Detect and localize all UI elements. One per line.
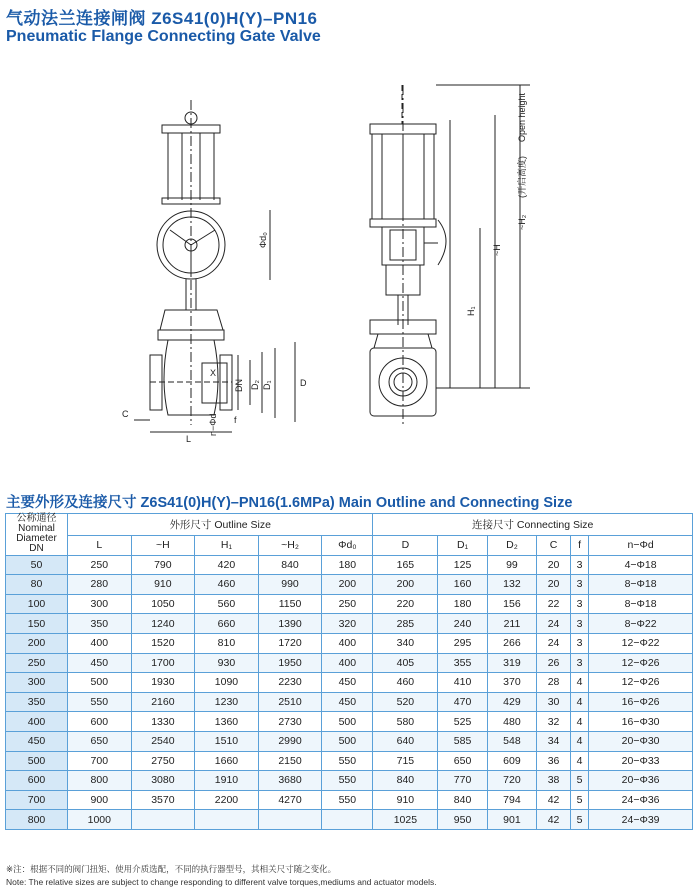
table-cell: 1720 (258, 633, 322, 653)
label-open-height-cn: (开启高度) (517, 156, 527, 198)
table-cell: 930 (195, 653, 259, 673)
table-row (6, 810, 693, 830)
table-row (6, 653, 693, 673)
table-cell: 1700 (131, 653, 195, 673)
column-header: D₂ (487, 536, 536, 556)
table-cell: 1360 (195, 712, 259, 732)
column-header: ~H₂ (258, 536, 322, 556)
table-cell: 800 (68, 771, 132, 791)
table-cell: 3 (570, 614, 588, 634)
table-cell: 24−Φ36 (589, 790, 693, 810)
table-cell: 2200 (195, 790, 259, 810)
table-cell: 220 (373, 594, 438, 614)
dn-header (6, 514, 68, 556)
table-cell: 410 (438, 673, 487, 693)
table-cell: 3 (570, 594, 588, 614)
table-cell: 30 (537, 692, 571, 712)
table-cell: 5 (570, 790, 588, 810)
table-cell: 280 (68, 575, 132, 595)
table-cell: 460 (195, 575, 259, 595)
table-cell: 609 (487, 751, 536, 771)
table-cell (322, 810, 373, 830)
table-cell: 20 (537, 575, 571, 595)
table-cell: 99 (487, 555, 536, 575)
column-header: n−Φd (589, 536, 693, 556)
table-cell: 5 (570, 810, 588, 830)
table-cell: 250 (322, 594, 373, 614)
table-cell: 520 (373, 692, 438, 712)
label-x: X (210, 368, 217, 378)
table-cell: 3080 (131, 771, 195, 791)
table-cell: 1240 (131, 614, 195, 634)
table-cell: 2160 (131, 692, 195, 712)
table-cell: 38 (537, 771, 571, 791)
table-cell: 450 (68, 653, 132, 673)
table-cell (258, 810, 322, 830)
table-cell: 20−Φ33 (589, 751, 693, 771)
note-cn: ※注：根据不同的阀门扭矩、使用介质选配，不同的执行器型号，其相关尺寸随之变化。 (6, 864, 337, 874)
label-d1: D₁ (262, 380, 272, 390)
table-cell: 420 (195, 555, 259, 575)
table-cell: 794 (487, 790, 536, 810)
table-cell: 250 (68, 555, 132, 575)
table-cell: 295 (438, 633, 487, 653)
table-cell: 4 (570, 692, 588, 712)
table-cell: 200 (373, 575, 438, 595)
table-row (6, 712, 693, 732)
label-l: L (186, 434, 192, 444)
table-cell: 1090 (195, 673, 259, 693)
table-cell: 36 (537, 751, 571, 771)
table-cell: 12−Φ26 (589, 653, 693, 673)
column-header: Φd₀ (322, 536, 373, 556)
table-cell: 585 (438, 731, 487, 751)
table-row (6, 555, 693, 575)
column-header: ~H (131, 536, 195, 556)
label-dn: DN (234, 379, 244, 392)
table-row (6, 575, 693, 595)
table-cell: 42 (537, 810, 571, 830)
table-cell: 1150 (258, 594, 322, 614)
dn-cell: 350 (6, 692, 68, 712)
table-title: 主要外形及连接尺寸 Z6S41(0)H(Y)–PN16(1.6MPa) Main Outline and Connecting Size (6, 495, 573, 511)
table-cell: 650 (438, 751, 487, 771)
table-cell: 1660 (195, 751, 259, 771)
label-c: C (122, 409, 129, 419)
dn-cell: 80 (6, 575, 68, 595)
table-cell: 4 (570, 673, 588, 693)
table-cell: 42 (537, 790, 571, 810)
table-cell: 910 (131, 575, 195, 595)
table-cell: 500 (68, 673, 132, 693)
table-cell: 790 (131, 555, 195, 575)
dn-cell: 450 (6, 731, 68, 751)
table-row (6, 614, 693, 634)
table-cell: 901 (487, 810, 536, 830)
dimension-table (5, 513, 693, 830)
table-cell: 720 (487, 771, 536, 791)
table-cell: 4270 (258, 790, 322, 810)
table-cell: 400 (68, 633, 132, 653)
table-cell: 320 (322, 614, 373, 634)
table-cell: 20 (537, 555, 571, 575)
page-title-en: Pneumatic Flange Connecting Gate Valve (6, 28, 321, 45)
table-row (6, 594, 693, 614)
table-cell (131, 810, 195, 830)
table-cell: 340 (373, 633, 438, 653)
table-cell: 24 (537, 614, 571, 634)
table-cell: 5 (570, 771, 588, 791)
table-cell: 240 (438, 614, 487, 634)
table-cell: 550 (68, 692, 132, 712)
table-cell: 500 (322, 712, 373, 732)
table-cell: 640 (373, 731, 438, 751)
table-cell: 2730 (258, 712, 322, 732)
table-cell: 560 (195, 594, 259, 614)
table-cell: 4−Φ18 (589, 555, 693, 575)
dn-cell: 300 (6, 673, 68, 693)
table-cell: 2510 (258, 692, 322, 712)
table-cell: 24−Φ39 (589, 810, 693, 830)
dn-header-line-1: 公称通径 (16, 513, 57, 525)
table-cell: 525 (438, 712, 487, 732)
table-cell: 165 (373, 555, 438, 575)
table-cell: 450 (322, 673, 373, 693)
table-cell: 2230 (258, 673, 322, 693)
label-f: f (234, 415, 237, 425)
column-header: C (537, 536, 571, 556)
table-cell: 450 (322, 692, 373, 712)
column-header: f (570, 536, 588, 556)
dn-header-line-2: Nominal (18, 523, 55, 535)
dn-cell: 500 (6, 751, 68, 771)
table-cell (195, 810, 259, 830)
table-cell: 1930 (131, 673, 195, 693)
table-cell: 600 (68, 712, 132, 732)
column-header: D₁ (438, 536, 487, 556)
table-cell: 2990 (258, 731, 322, 751)
table-cell: 16−Φ30 (589, 712, 693, 732)
label-h2: ~H₂ (517, 214, 527, 230)
table-cell: 2150 (258, 751, 322, 771)
table-cell: 12−Φ22 (589, 633, 693, 653)
table-cell: 770 (438, 771, 487, 791)
table-cell: 950 (438, 810, 487, 830)
table-cell: 1950 (258, 653, 322, 673)
table-cell: 125 (438, 555, 487, 575)
dn-cell: 50 (6, 555, 68, 575)
table-row (6, 692, 693, 712)
table-cell: 840 (258, 555, 322, 575)
table-row (6, 751, 693, 771)
table-cell: 1330 (131, 712, 195, 732)
table-cell: 3 (570, 633, 588, 653)
label-open-height-en: Open height (517, 92, 527, 142)
column-header: L (68, 536, 132, 556)
connecting-size-header: 连接尺寸 Connecting Size (373, 514, 693, 536)
table-cell: 3 (570, 653, 588, 673)
table-cell: 22 (537, 594, 571, 614)
valve-drawing-svg (120, 80, 680, 450)
table-cell: 700 (68, 751, 132, 771)
table-cell: 1390 (258, 614, 322, 634)
table-cell: 3570 (131, 790, 195, 810)
table-cell: 480 (487, 712, 536, 732)
table-cell: 12−Φ26 (589, 673, 693, 693)
page-title-cn: 气动法兰连接闸阀 Z6S41(0)H(Y)–PN16 (6, 9, 318, 28)
dn-cell: 600 (6, 771, 68, 791)
table-cell: 2750 (131, 751, 195, 771)
table-cell: 550 (322, 751, 373, 771)
table-cell: 429 (487, 692, 536, 712)
table-row (6, 731, 693, 751)
table-cell: 400 (322, 653, 373, 673)
column-header: H₁ (195, 536, 259, 556)
table-cell: 3 (570, 575, 588, 595)
table-cell: 1910 (195, 771, 259, 791)
table-cell: 200 (322, 575, 373, 595)
table-row (6, 673, 693, 693)
table-cell: 4 (570, 712, 588, 732)
right-handwheel (438, 220, 446, 265)
dn-cell: 200 (6, 633, 68, 653)
table-cell: 20−Φ36 (589, 771, 693, 791)
table-cell: 1025 (373, 810, 438, 830)
table-cell: 1050 (131, 594, 195, 614)
table-cell: 910 (373, 790, 438, 810)
table-cell: 400 (322, 633, 373, 653)
table-cell: 810 (195, 633, 259, 653)
table-cell: 156 (487, 594, 536, 614)
note-en: Note: The relative sizes are subject to change responding to different valve torques,mediums and actuator models. (6, 877, 437, 887)
table-cell: 180 (322, 555, 373, 575)
table-cell: 900 (68, 790, 132, 810)
table-cell: 3 (570, 555, 588, 575)
table-cell: 550 (322, 771, 373, 791)
table-body (6, 555, 693, 829)
table-cell: 180 (438, 594, 487, 614)
table-cell: 1230 (195, 692, 259, 712)
table-cell: 24 (537, 633, 571, 653)
table-cell: 8−Φ18 (589, 575, 693, 595)
table-cell: 840 (373, 771, 438, 791)
table-cell: 500 (322, 731, 373, 751)
table-cell: 319 (487, 653, 536, 673)
table-cell: 160 (438, 575, 487, 595)
label-d0: Φd₀ (258, 232, 268, 248)
table-cell: 300 (68, 594, 132, 614)
table-cell: 285 (373, 614, 438, 634)
dn-cell: 400 (6, 712, 68, 732)
table-cell: 990 (258, 575, 322, 595)
table-cell: 8−Φ18 (589, 594, 693, 614)
table-cell: 211 (487, 614, 536, 634)
dn-header-line-3: Diameter (16, 533, 57, 545)
label-n-d: n−Φd (208, 413, 218, 436)
dn-cell: 250 (6, 653, 68, 673)
label-d2: D₂ (250, 380, 260, 390)
table-cell: 2540 (131, 731, 195, 751)
table-cell: 405 (373, 653, 438, 673)
table-cell: 4 (570, 751, 588, 771)
table-cell: 370 (487, 673, 536, 693)
table-cell: 355 (438, 653, 487, 673)
dn-cell: 100 (6, 594, 68, 614)
table-row (6, 633, 693, 653)
table-cell: 548 (487, 731, 536, 751)
dn-cell: 800 (6, 810, 68, 830)
table-cell: 1520 (131, 633, 195, 653)
table-cell: 550 (322, 790, 373, 810)
table-cell: 1000 (68, 810, 132, 830)
column-header: D (373, 536, 438, 556)
table-cell: 1510 (195, 731, 259, 751)
table-cell: 840 (438, 790, 487, 810)
label-h1: H₁ (466, 306, 476, 316)
table-cell: 32 (537, 712, 571, 732)
table-cell: 16−Φ26 (589, 692, 693, 712)
dn-header-line-4: DN (29, 543, 44, 555)
table-cell: 3680 (258, 771, 322, 791)
table-cell: 470 (438, 692, 487, 712)
dn-cell: 150 (6, 614, 68, 634)
table-cell: 580 (373, 712, 438, 732)
table-cell: 660 (195, 614, 259, 634)
outline-size-header: 外形尺寸 Outline Size (68, 514, 373, 536)
valve-drawing (120, 80, 680, 450)
table-cell: 715 (373, 751, 438, 771)
label-h: ~H (492, 244, 502, 256)
table-cell: 20−Φ30 (589, 731, 693, 751)
table-row (6, 790, 693, 810)
table-cell: 460 (373, 673, 438, 693)
table-cell: 28 (537, 673, 571, 693)
table-cell: 8−Φ22 (589, 614, 693, 634)
table-cell: 266 (487, 633, 536, 653)
table-cell: 34 (537, 731, 571, 751)
table-cell: 650 (68, 731, 132, 751)
table-cell: 350 (68, 614, 132, 634)
table-row (6, 771, 693, 791)
dn-cell: 700 (6, 790, 68, 810)
table-cell: 26 (537, 653, 571, 673)
label-d: D (300, 378, 307, 388)
column-header-row (6, 536, 693, 556)
table-cell: 132 (487, 575, 536, 595)
table-cell: 4 (570, 731, 588, 751)
